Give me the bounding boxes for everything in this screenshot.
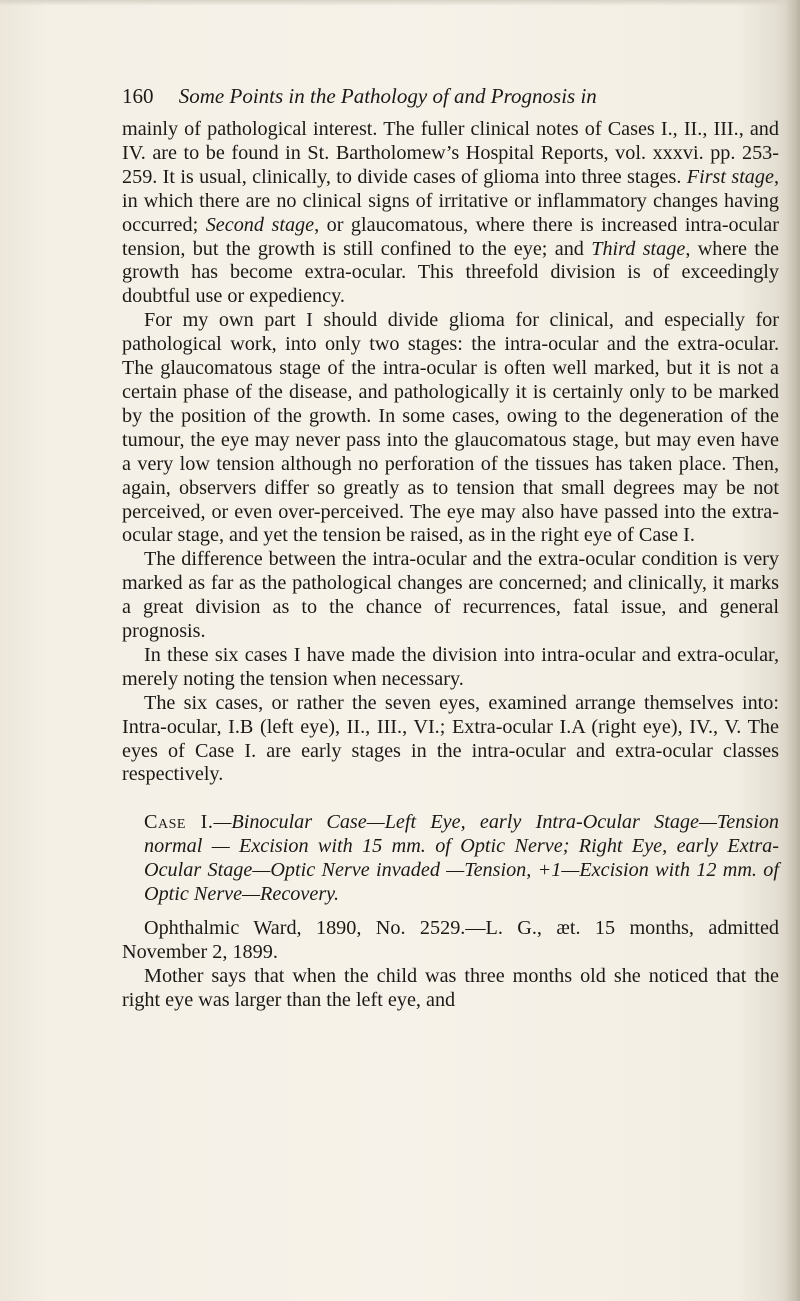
paragraph-division: In these six cases I have made the division into intra-ocular and extra-ocular, merely noting the tension when necessary. — [122, 643, 779, 690]
case-title: —Binocular Case—Left Eye, early Intra-Ocular Stage—Tension normal — Excision with 15 mm. of Optic Nerve; Right Eye, early Extra-Ocular Stage—Optic Nerve invaded —Tension, +1—Excision with 12 mm. of Optic Nerve—Recovery. — [144, 811, 780, 906]
paragraph-stages-intro — [122, 118, 779, 309]
third-stage-text: , where the growth has become extra-ocular. This threefold division is of exceedingly doubtful use or expediency. — [122, 237, 780, 308]
third-stage-label: Third stage — [591, 237, 686, 260]
page-number: 160 — [122, 84, 154, 108]
first-stage-label: First stage — [686, 165, 774, 188]
paragraph-two-stages: For my own part I should divide glioma for clinical, and especially for pathological work, into only two stages: the intra-ocular and the extra-ocular. The glaucomatous stage of the intra-ocular is often well marked, but it is not a certain phase of the disease, and pathologically it is certainly only to be marked by the position of the growth. In some cases, owing to the degeneration of the tumour, the eye may never pass into the glaucomatous stage, but may even have a very low tension although no perforation of the tissues has taken place. Then, again, observers differ so greatly as to tension that small degrees may be not perceived, or even over-perceived. The eye may also have passed into the extra-ocular stage, and yet the tension be raised, as in the right eye of Case I. — [122, 309, 779, 547]
page-spine-shadow — [786, 0, 800, 1301]
running-header — [122, 83, 722, 109]
paragraph-mother-history: Mother says that when the child was three months old she noticed that the right eye was larger than the left eye, and — [122, 964, 779, 1011]
second-stage-text: , or glaucomatous, where there is increased intra-ocular tension, but the growth is still confined to the eye; and — [122, 213, 779, 260]
section-gap — [122, 907, 779, 917]
body-text — [122, 118, 779, 1013]
first-stage-text: , in which there are no clinical signs of irritative or inflammatory changes having occurred; — [122, 165, 780, 236]
paragraph-ward-record: Ophthalmic Ward, 1890, No. 2529.—L. G., æt. 15 months, admitted November 2, 1899. — [122, 917, 779, 963]
second-stage-label: Second stage — [205, 213, 315, 236]
paragraph-six-cases: The six cases, or rather the seven eyes, examined arrange themselves into: Intra-ocular, I.B (left eye), II., III., VI.; Extra-ocular I.A (right eye), IV., V. The eyes of Case I. are early stages in the intra-ocular and extra-ocular classes respectively. — [122, 691, 779, 786]
paragraph-difference: The difference between the intra-ocular and the extra-ocular condition is very marked as far as the pathological changes are concerned; and clinically, it marks a great division as to the chance of recurrences, fatal issue, and general prognosis. — [122, 548, 779, 643]
case-heading — [122, 811, 779, 907]
running-title: Some Points in the Pathology of and Prognosis in — [178, 84, 597, 108]
page-top-edge — [0, 0, 800, 6]
case-label: Case I. — [144, 811, 214, 834]
paragraph-1-text: mainly of pathological interest. The fuller clinical notes of Cases I., II., III., and IV. are to be found in St. Bartholomew’s Hospital Reports, vol. xxxvi. pp. 253-259. It is usual, clinically, to divide cases of glioma into three stages. — [122, 118, 779, 188]
